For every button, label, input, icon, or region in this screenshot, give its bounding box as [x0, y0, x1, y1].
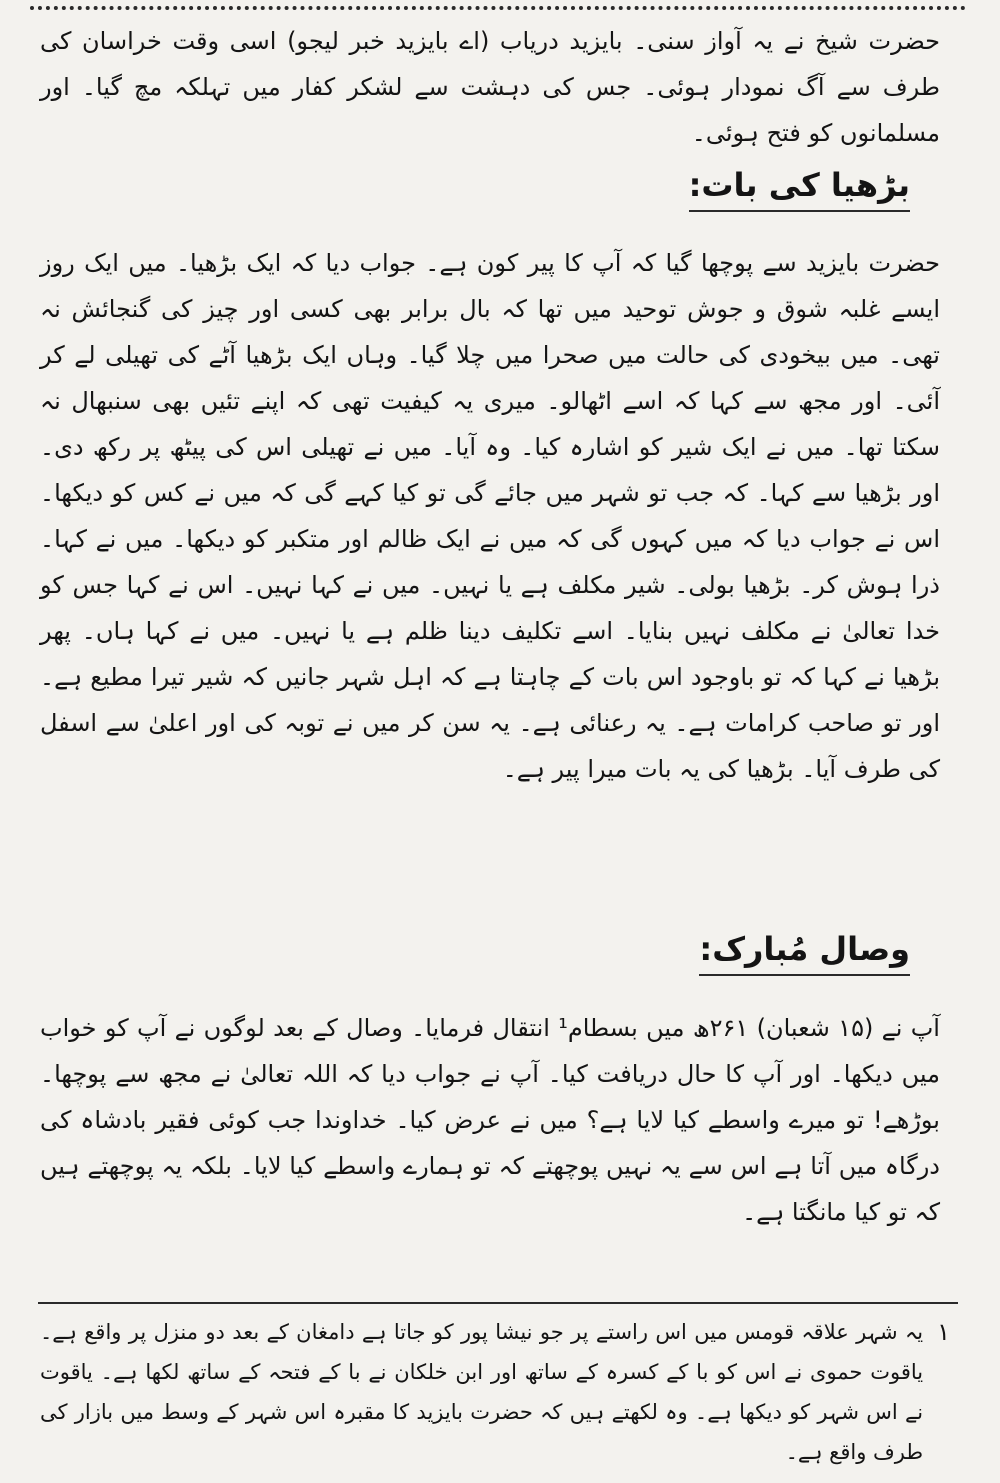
passing-paragraph: آپ نے (۱۵ شعبان) ۲۶۱ھ میں بسطام¹ انتقال فرمایا۔ وصال کے بعد لوگوں نے آپ کو خواب میں دیکھا۔ اور آپ کا حال دریافت کیا۔ آپ نے جواب دیا کہ اللہ تعالیٰ نے مجھ سے پوچھا۔ بوڑھے! تو میرے واسطے کیا لایا ہے؟ میں نے عرض کیا۔ خداوندا جب کوئی فقیر بادشاہ کی درگاہ میں آتا ہے اس سے یہ نہیں پوچھتے کہ تو ہمارے واسطے کیا لایا۔ بلکہ یہ پوچھتے ہیں کہ تو کیا مانگتا ہے۔ [40, 1014, 940, 1226]
continuation-paragraph: حضرت شیخ نے یہ آواز سنی۔ بایزید دریاب (اے بایزید خبر لیجو) اسی وقت خراسان کی طرف سے آگ نمودار ہوئی۔ جس کی دہشت سے لشکر کفار میں تہلکہ مچ گیا۔ اور مسلمانوں کو فتح ہوئی۔ [40, 27, 940, 147]
section-heading-passing: وصال مُبارک: [699, 930, 910, 976]
footnote-marker: ۱ [937, 1318, 950, 1346]
footnote-divider [38, 1302, 958, 1304]
footnote-text: یہ شہر علاقہ قومس میں اس راستے پر جو نیشا پور کو جاتا ہے دامغان کے بعد دو منزل پر واقع ہے۔ یاقوت حموی نے اس کو با کے کسرہ کے ساتھ اور ابن خلکان نے با کے فتحہ کے ساتھ لکھا ہے۔ یاقوت نے اس شہر کو دیکھا ہے۔ وہ لکھتے ہیں کہ حضرت بایزید کا مقبرہ اس شہر کے وسط میں بازار کی طرف واقع ہے۔ [40, 1320, 924, 1464]
footnote [40, 1312, 950, 1472]
section-heading-old-woman: بڑھیا کی بات: [689, 166, 910, 212]
top-border-rule [30, 6, 966, 16]
old-woman-story-paragraph: حضرت بایزید سے پوچھا گیا کہ آپ کا پیر کون ہے۔ جواب دیا کہ ایک بڑھیا۔ میں ایک روز ایسے غلبہ شوق و جوش توحید میں تھا کہ بال برابر بھی کسی اور چیز کی گنجائش نہ تھی۔ میں بیخودی کی حالت میں صحرا میں چلا گیا۔ وہاں ایک بڑھیا آٹے کی تھیلی لے کر آئی۔ اور مجھ سے کہا کہ اسے اٹھالو۔ میری یہ کیفیت تھی کہ اپنے تئیں بھی سنبھال نہ سکتا تھا۔ میں نے ایک شیر کو اشارہ کیا۔ وہ آیا۔ میں نے تھیلی اس کی پیٹھ پر رکھ دی۔ اور بڑھیا سے کہا۔ کہ جب تو شہر میں جائے گی تو کیا کہے گی کہ میں نے کس کو دیکھا۔ اس نے جواب دیا کہ میں کہوں گی کہ میں نے ایک ظالم اور متکبر کو دیکھا۔ میں نے کہا۔ ذرا ہوش کر۔ بڑھیا بولی۔ شیر مکلف ہے یا نہیں۔ میں نے کہا نہیں۔ اس نے کہا جس کو خدا تعالیٰ نے مکلف نہیں بنایا۔ اسے تکلیف دینا ظلم ہے یا نہیں۔ میں نے کہا ہاں۔ پھر بڑھیا نے کہا کہ تو باوجود اس بات کے چاہتا ہے کہ اہل شہر جانیں کہ شیر تیرا مطیع ہے۔ اور تو صاحب کرامات ہے۔ یہ رعنائی ہے۔ یہ سن کر میں نے توبہ کی اور اعلیٰ سے اسفل کی طرف آیا۔ بڑھیا کی یہ بات میرا پیر ہے۔ [40, 249, 940, 783]
